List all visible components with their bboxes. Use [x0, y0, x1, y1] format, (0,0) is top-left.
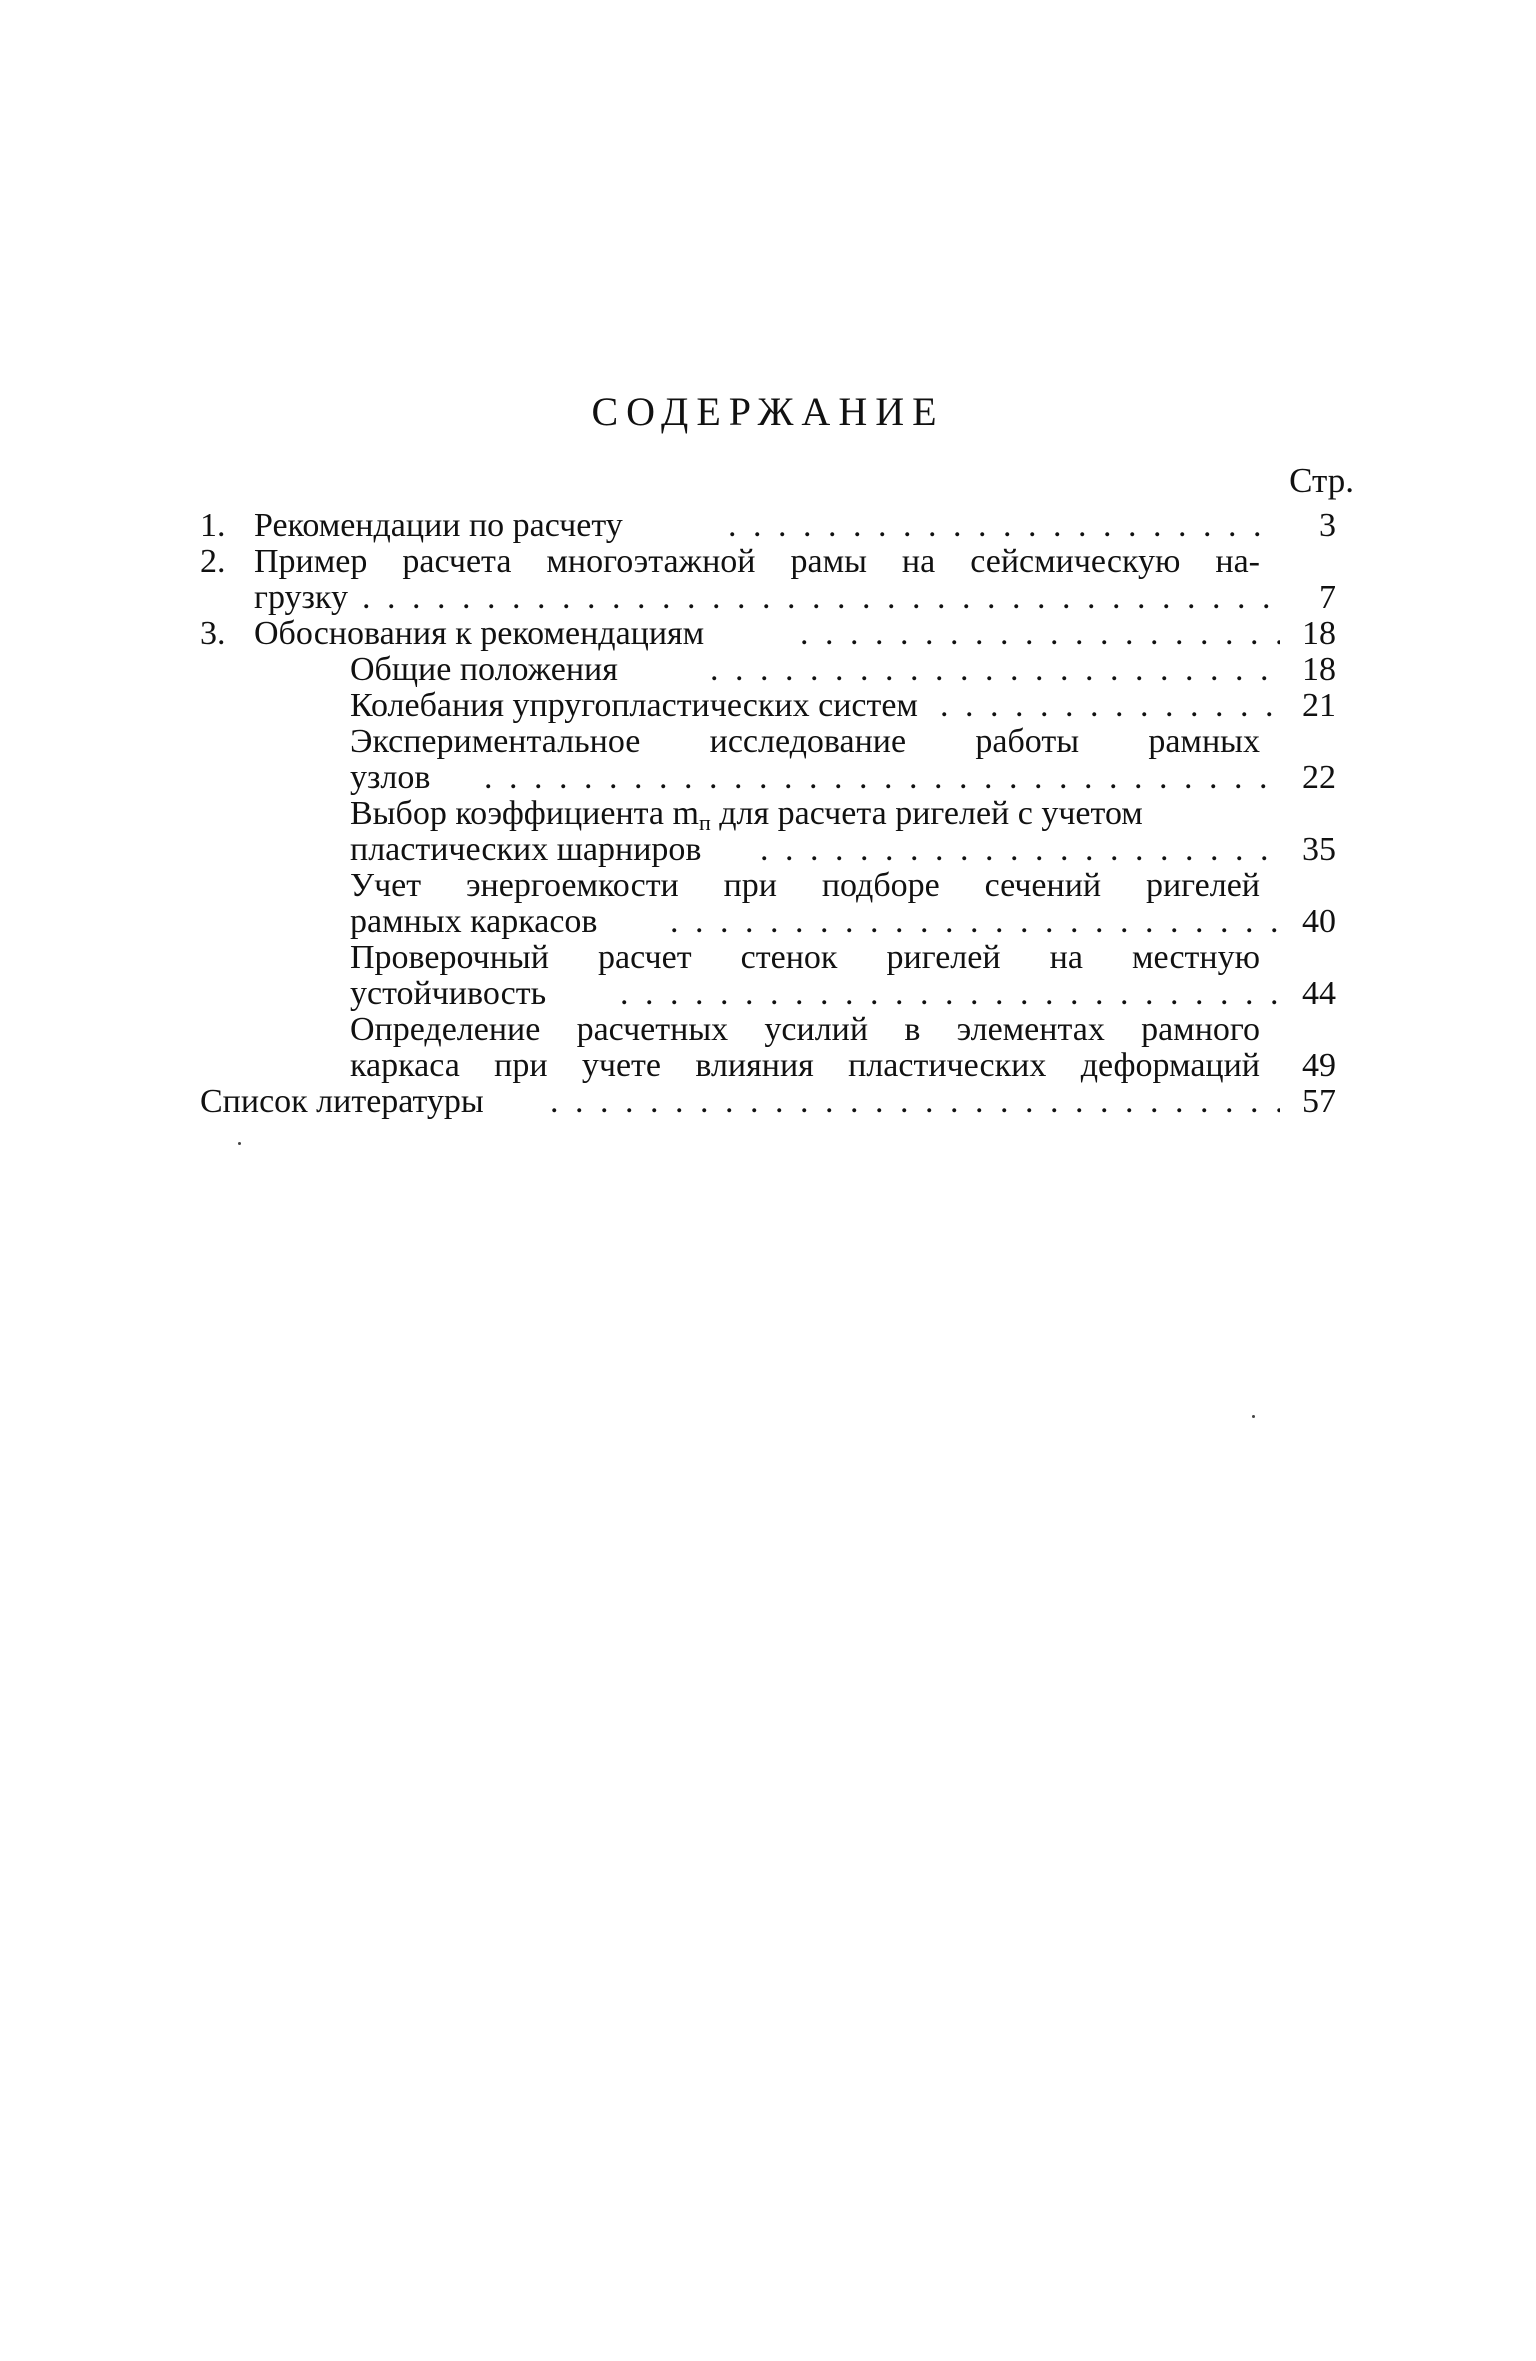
- toc-entry-title: Обоснования к рекомендациям: [254, 615, 705, 652]
- toc-subentry: [200, 795, 1336, 835]
- toc-entry-3: [200, 616, 1336, 652]
- toc-subentry: [200, 724, 1336, 760]
- toc-entry-page: 49: [1302, 1047, 1336, 1084]
- toc-entry-references: [200, 1084, 1336, 1120]
- toc-subentry-cont: [200, 1048, 1336, 1084]
- page-title: СОДЕРЖАНИЕ: [591, 389, 945, 434]
- toc-subentry-cont: [200, 904, 1336, 940]
- toc-entry-number: 2.: [200, 543, 226, 580]
- toc-leader-dots: [728, 508, 1280, 544]
- toc-subentry: [200, 688, 1336, 724]
- toc-entry-title-cont: рамных каркасов: [350, 903, 598, 940]
- toc-entry-title-tail: для расчета ригелей с учетом: [710, 795, 1143, 832]
- toc-entry-title: Экспериментальное исследование работы рамных: [350, 723, 1260, 760]
- toc-entry-title: Учет энергоемкости при подборе сечений ригелей: [350, 867, 1260, 904]
- toc-entry-title-cont: устойчивость: [350, 975, 547, 1012]
- toc-entry-2-cont: [200, 580, 1336, 616]
- table-of-contents: [200, 508, 1336, 1120]
- toc-leader-dots: [710, 652, 1280, 688]
- toc-entry-page: 3: [1319, 507, 1336, 544]
- toc-entry-title: Колебания упругопластических систем: [350, 687, 918, 724]
- toc-entry-page: 35: [1302, 831, 1336, 868]
- symbol-subscript: п: [698, 810, 711, 835]
- toc-leader-dots: [670, 904, 1280, 940]
- toc-leader-dots: [940, 688, 1280, 724]
- toc-leader-dots: [484, 760, 1280, 796]
- toc-leader-dots: [362, 580, 1280, 616]
- toc-entry-page: 40: [1302, 903, 1336, 940]
- toc-subentry: [200, 1012, 1336, 1048]
- toc-entry-title: Проверочный расчет стенок ригелей на местную: [350, 939, 1260, 976]
- toc-entry-2: [200, 544, 1336, 580]
- toc-entry-number: 1.: [200, 507, 226, 544]
- toc-subentry-cont: [200, 760, 1336, 796]
- toc-entry-title: Список литературы: [200, 1083, 484, 1120]
- print-speck: [238, 1142, 241, 1145]
- toc-entry-number: 3.: [200, 615, 226, 652]
- toc-entry-page: 57: [1302, 1083, 1336, 1120]
- toc-entry-page: 22: [1302, 759, 1336, 796]
- toc-leader-dots: [550, 1084, 1280, 1120]
- toc-entry-page: 21: [1302, 687, 1336, 724]
- toc-subentry-cont: [200, 976, 1336, 1012]
- toc-leader-dots: [760, 832, 1280, 868]
- toc-entry-title: Общие положения: [350, 651, 618, 688]
- toc-subentry-cont: [200, 832, 1336, 868]
- toc-entry-page: 18: [1302, 615, 1336, 652]
- toc-entry-1: [200, 508, 1336, 544]
- toc-entry-title: Рекомендации по расчету: [254, 507, 623, 544]
- toc-subentry: [200, 868, 1336, 904]
- toc-entry-title-head: Выбор коэффициента m: [350, 795, 699, 832]
- toc-entry-title-cont: узлов: [350, 759, 431, 796]
- toc-leader-dots: [620, 976, 1280, 1012]
- toc-entry-page: 18: [1302, 651, 1336, 688]
- toc-entry-title-cont: грузку: [254, 579, 348, 616]
- toc-entry-page: 44: [1302, 975, 1336, 1012]
- toc-subentry: [200, 940, 1336, 976]
- toc-leader-dots: [800, 616, 1280, 652]
- toc-entry-title-cont: каркаса при учете влияния пластических деформаций: [350, 1047, 1260, 1084]
- page-column-header: Стр.: [1289, 461, 1354, 500]
- print-speck: [1252, 1415, 1255, 1418]
- toc-subentry: [200, 652, 1336, 688]
- toc-entry-title: Пример расчета многоэтажной рамы на сейсмическую на-: [254, 543, 1260, 580]
- toc-entry-page: 7: [1319, 579, 1336, 616]
- toc-entry-title: Определение расчетных усилий в элементах рамного: [350, 1011, 1260, 1048]
- toc-entry-title-cont: пластических шарниров: [350, 831, 702, 868]
